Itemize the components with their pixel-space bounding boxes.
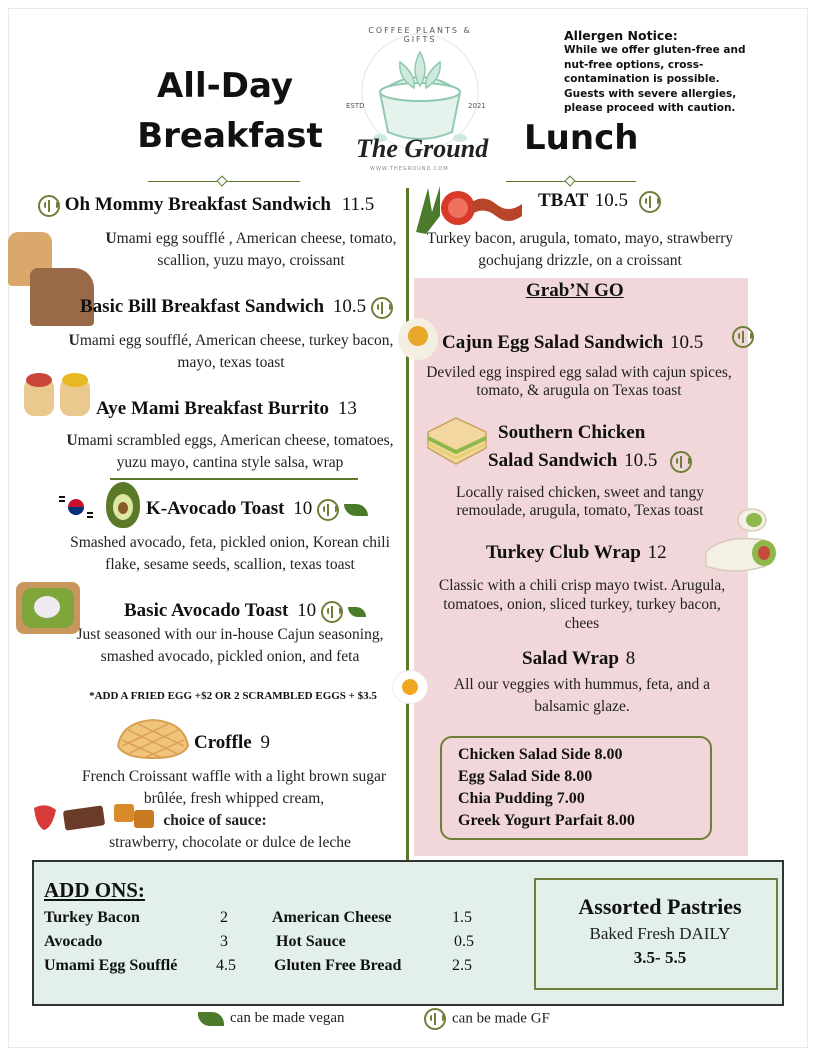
legend-vegan: can be made vegan [198,1010,345,1027]
side-item-4: Greek Yogurt Parfait 8.00 [458,812,635,829]
burrito-image [22,370,92,424]
logo-year: 2021 [468,102,486,110]
breakfast-item-4-name: K-Avocado Toast [146,498,285,519]
pastries-price: 3.5- 5.5 [633,948,687,967]
grab-item-4-title [522,648,635,670]
addons-left-list [44,906,244,978]
column-divider [406,188,409,860]
addon-row: American Cheese 1.5 [272,909,472,926]
breakfast-item-1-title [38,194,374,217]
fried-egg-image [392,670,428,704]
gf-icon [371,297,393,319]
breakfast-item-2-desc [66,330,396,374]
tbat-ingredients-image [414,182,524,234]
gf-icon [732,326,754,348]
gf-icon [317,499,339,521]
side-item-3: Chia Pudding 7.00 [458,790,585,807]
grab-item-3-title [486,542,667,564]
pastries-title: Assorted Pastries [578,894,742,919]
addons-right-list [272,906,492,978]
allergen-text: While we offer gluten-free and nut-free options, cross-contamination is possible. Guests with severe allergies, please proceed with caution. [564,44,746,114]
sides-list [458,744,635,832]
breakfast-item-2-title [80,296,393,319]
breakfast-item-1-name: Oh Mommy Breakfast Sandwich [64,194,331,215]
korea-flag-icon [56,492,96,522]
grab-item-4-name: Salad Wrap [522,648,619,669]
grab-item-1-desc: Deviled egg inspired egg salad with cajun spices, tomato, & arugula on Texas toast [426,364,732,399]
grab-item-2-desc: Locally raised chicken, sweet and tangy remoulade, arugula, tomato, Texas toast [456,484,704,519]
vegan-leaf-icon [348,607,366,617]
breakfast-item-3-title [96,398,357,420]
breakfast-item-2-desc-first: U [68,332,80,349]
breakfast-item-1-desc-text: mami egg soufflé , American cheese, tomato, scallion, yuzu mayo, croissant [116,230,397,269]
logo-text-top: COFFEE PLANTS & GIFTS [368,26,472,44]
breakfast-item-4-desc: Smashed avocado, feta, pickled onion, Korean chili flake, sesame seeds, scallion, texas toast [70,534,390,573]
grab-item-2-title-line2 [488,450,692,473]
breakfast-item-4-price: 10 [293,498,313,519]
grab-item-1-title [442,332,703,354]
pastries-subtitle: Baked Fresh DAILY [589,924,731,943]
vegan-leaf-icon [198,1012,224,1026]
grab-item-3-desc: Classic with a chili crisp mayo twist. Arugula, tomatoes, onion, sliced turkey, turkey bacon, chees [438,577,726,632]
lunch-item-1-name: TBAT [538,190,588,211]
breakfast-item-5-name: Basic Avocado Toast [124,600,289,621]
breakfast-item-1-price: 11.5 [341,194,375,215]
breakfast-item-3-desc-text: mami scrambled eggs, American cheese, tomatoes, yuzu mayo, cantina style salsa, wrap [77,432,394,471]
logo-name: The Ground [356,134,489,163]
breakfast-item-6-desc-tail: strawberry, chocolate or dulce de leche [109,834,351,851]
breakfast-item-5-note: *ADD A FRIED EGG +$2 OR 2 SCRAMBLED EGGS + $3.5 [89,690,377,702]
grab-item-1-price: 10.5 [669,332,704,353]
breakfast-item-5-desc: Just seasoned with our in-house Cajun seasoning, smashed avocado, pickled onion, and feta [76,626,384,665]
breakfast-title-line2: Breakfast [137,116,323,156]
gf-icon [38,195,60,217]
addon-row: Hot Sauce 0.5 [276,933,474,950]
breakfast-item-3-desc-first: U [66,432,78,449]
lunch-item-1-title [538,190,661,213]
gf-icon [321,601,343,623]
grab-item-3-price: 12 [647,542,667,563]
addon-row: Gluten Free Bread 2.5 [274,957,472,974]
breakfast-item-3-name: Aye Mami Breakfast Burrito [96,398,330,419]
sauce-images [30,798,160,832]
breakfast-item-2-price: 10.5 [332,296,367,317]
gf-icon [670,451,692,473]
breakfast-item-6-title [194,732,270,754]
breakfast-title-line1: All-Day [156,66,294,106]
breakfast-item-6-price: 9 [260,732,270,753]
breakfast-item-5-price: 10 [297,600,317,621]
breakfast-item-3-price: 13 [337,398,357,419]
grab-item-2-title-line1: Southern Chicken [498,422,646,443]
vegan-leaf-icon [344,504,368,516]
wrap-image [704,506,784,578]
logo-url: WWW.THEGROUND.COM [370,166,449,172]
addon-row: Avocado 3 [44,933,228,950]
grab-item-3-name: Turkey Club Wrap [486,542,641,563]
breakfast-item-6-name: Croffle [194,732,252,753]
gf-icon [639,191,661,213]
allergen-title: Allergen Notice: [564,28,678,43]
grab-item-2-price: 10.5 [624,450,658,471]
breakfast-item-2-desc-text: mami egg soufflé, American cheese, turkey bacon, mayo, texas toast [79,332,394,371]
avocado-icon [106,482,140,528]
breakfast-item-2-name: Basic Bill Breakfast Sandwich [80,296,325,317]
logo-estd: ESTD [346,102,365,110]
breakfast-item-6-desc: French Croissant waffle with a light brown sugar brûlée, fresh whipped cream, [81,768,387,807]
breakfast-item-5-title [124,600,366,623]
egg-image [398,318,438,360]
sandwich-image [424,414,488,470]
breakfast-item-3-desc [60,430,400,474]
gf-icon [424,1008,446,1030]
grab-item-2-name: Salad Sandwich [488,450,618,471]
breakfast-item-1-desc-first: U [105,230,117,247]
breakfast-divider [110,478,358,480]
addon-row: Umami Egg Soufflé 4.5 [44,957,236,974]
waffle-image [112,716,194,762]
lunch-title: Lunch [524,118,639,158]
breakfast-item-1-desc [96,228,406,272]
addons-title: ADD ONS: [44,878,145,902]
lunch-item-1-desc: Turkey bacon, arugula, tomato, mayo, strawberry gochujang drizzle, on a croissant [426,230,734,269]
grab-item-4-price: 8 [625,648,636,669]
grab-item-1-name: Cajun Egg Salad Sandwich [442,332,664,353]
addon-row: Turkey Bacon 2 [44,909,228,926]
allergen-notice [564,28,764,116]
grab-item-4-desc: All our veggies with hummus, feta, and a balsamic glaze. [453,676,711,715]
breakfast-item-6-desc-bold: choice of sauce: [163,812,267,829]
legend-gf: can be made GF [424,1008,550,1030]
side-item-1: Chicken Salad Side 8.00 [458,746,623,763]
breakfast-item-4-title [146,498,368,521]
side-item-2: Egg Salad Side 8.00 [458,768,593,785]
grab-n-go-title: Grab’N GO [526,280,624,301]
lunch-item-1-price: 10.5 [594,190,628,211]
